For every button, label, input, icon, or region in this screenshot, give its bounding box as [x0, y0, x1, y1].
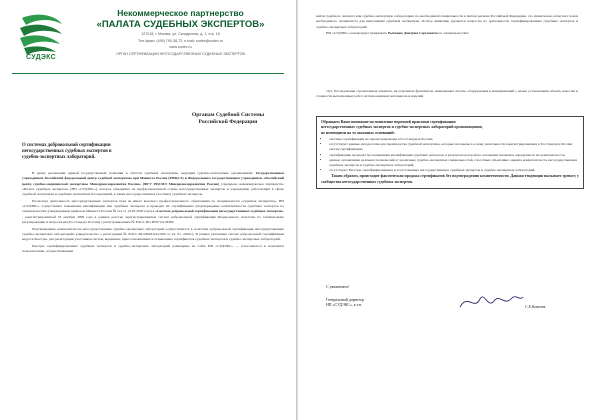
- warning-header-2: негосударственных судебных экспертов и судебно-экспертных лабораторий организациями,: [321, 125, 483, 130]
- warning-header-3: не имеющими на то законных оснований:: [321, 130, 395, 135]
- subject-line3: судебно-экспертных лабораторий.: [22, 154, 96, 160]
- org-website: www.sudex.ru: [169, 45, 192, 49]
- p2-text-end: , зарегистрированной 16 октября 2009 года в едином реестре зарегистрированных систем добровольной сертификации Федерального агентства по техническому регулированию и метрологии (Госстандарт России) с регистрационным № РОСС RU.И597.04.ЭИ00.: [22, 214, 284, 225]
- regards: С уважением!: [326, 285, 350, 289]
- org-name-line1: Некоммерческое партнерство: [117, 8, 244, 18]
- signature-scribble: [456, 289, 526, 315]
- body-paragraph-1: [22, 171, 284, 197]
- signatory-title: [326, 298, 364, 309]
- addressee-line1: Органам Судебной Системы: [191, 112, 265, 118]
- logo-caption: СУДЭКС: [26, 54, 56, 61]
- warning-list-item: • сертификацию проводят без повышения квалификации судебных экспертов, в результате которой на основании экзаменов определяется их компетентность;: [329, 153, 579, 158]
- warning-list-item: • данные организации не имеют полномочий от различных судебно-экспертных специальностей, способных объективно оценить компетентность негосударственных судебных экспертов и судебно-экспертных лабораторий;: [329, 158, 579, 168]
- letterhead-org: [78, 8, 283, 56]
- signatory-title-line2: НП «СУДЭКС», к.т.н.: [326, 303, 363, 308]
- org-contacts: Тел./факс: (495) 790-38-72; e-mail: sudex@sudex.ru: [138, 38, 223, 43]
- org-address: 127018, г. Москва, ул. Складочная, д. 1, стр. 18: [141, 32, 220, 36]
- continuation-paragraph: найти судебного эксперта или судебно-экспертную лабораторию по необходимой специальности в любом регионе Российской Федерации, что значительно облегчает поиск необходимого специалиста для выполнения судебной экспертизы. Особое внимание уделяется вопросам по деятельности сертифицированных судебных экспертов и судебно-экспертных лабораторий.: [316, 14, 578, 29]
- warning-closing: Таким образом, происходит фактическая продажа сертификатов без подтверждения компетентности. Данная тенденция вызывает тревогу у сообщества негосударственных судебных экспертов.: [321, 174, 579, 184]
- org-name-line2: «ПАЛАТА СУДЕБНЫХ ЭКСПЕРТОВ»: [96, 19, 265, 30]
- recommendation-paragraph: [316, 31, 578, 36]
- body-paragraph-2: [22, 199, 284, 225]
- org-certification-note: ОРГАН СЕРТИФИКАЦИИ НЕГОСУДАРСТВЕННЫХ СУДЕБНЫХ ЭКСПЕРТОВ: [116, 51, 245, 56]
- p1-text-bold: Государственным учреждением Российский федеральный центр судебной экспертизы при Минюсте России (РФЦСЭ) и Федеральным государственным учреждением «Российский центр судебно-медицинской экспертизы Минздравсоцразвития России» (ФГУ РЦСМЭ Минздравсоцразвития России): [22, 171, 284, 186]
- warning-list-item: • отсутствуют Реестры сертифицированных и аттестованных негосударственных судебных экспертов и судебно-экспертных лабораторий.: [329, 168, 579, 173]
- addressee-line2: Российской Федерации: [198, 119, 258, 125]
- letter-body-left: [22, 171, 284, 256]
- recommended-expert-name: Рыбкина Дмитрия Сергеевича: [388, 31, 438, 36]
- warning-box: [316, 116, 584, 189]
- letter-page-right: [298, 0, 593, 420]
- signatory-title-line1: Генеральный директор: [326, 298, 364, 302]
- body-paragraph-4: Реестры сертифицированных судебных экспертов и судебно-экспертных лабораторий размещены на сайте НП «СУДЭКС» — www.sudex.ru и позволяют пользователям, осуществляющим: [22, 244, 284, 254]
- letter-body-right-top: [316, 14, 578, 38]
- signatory-name: С.Е.Ковалев: [525, 305, 546, 309]
- p2-text: Поскольку деятельность негосударственных экспертов пока не имеет высокого профессионального образования по специальности «судебная экспертиза», НП «СУДЭКС» осуществляет повышение квалификации лиц судебных экспертов и проводит их сертификацию (подтверждение компетентности судебных экспертов по специальностям утвержденным приказом Минюста России № 114 от 14.05.2003 года) в: [22, 198, 284, 214]
- specialty-block: [316, 89, 578, 101]
- specialty-text: 16.5. Исследование строительных объектов, их отдельных фрагментов, инженерных систем, оборудования и коммуникаций с целью установления объема, качества и стоимости выполненных работ, использованных материалов и изделий: [316, 89, 578, 99]
- p1-text-start: В целях реализации единой государственной политики в области судебной экспертизы, ведущим судебно-экспертным организациям:: [32, 171, 254, 175]
- body-paragraph-3: Подтверждение компетентности негосударственных судебно-экспертных лабораторий осуществляется в «Системе добровольной сертификации негосударственных судебно-экспертных лабораторий» (свидетельство о регистрации № РОСС.RU.И643.04.СЛ00 от 22. 01. 2010г.). В рамках указанных систем добровольной сертификации ведутся Реестры, для регистрации участников систем, выданных, приостановленных и отмененных сертификатов судебных экспертов и судебно-экспертных лабораторий.: [22, 226, 284, 242]
- warning-header-1: Обращаем Ваше внимание на появление порочной практики сертификации: [321, 120, 456, 124]
- addressee: [168, 112, 288, 126]
- p1-text-end: учреждено некоммерческое партнерство «Палата судебных экспертов» (НП «СУДЭКС»), которое объединяет на профессиональной основе негосударственных экспертов и учреждения, работающих в сфере судебной экспертизы и судебных экспертных исследований, в также негосударственных (частных) судебных экспертов.: [22, 181, 284, 197]
- subject-line1: О системах добровольной сертификации: [22, 143, 111, 148]
- recommend-text-start: НП «СУДЭКС» рекомендует привлекать: [326, 31, 388, 36]
- letterhead-rule: [12, 73, 284, 74]
- p2-text-bold: «Системе добровольной сертификации негосударственных судебных экспертов»: [155, 209, 284, 214]
- recommend-text-end: по специальностям:: [438, 31, 469, 36]
- letter-subject: [22, 143, 172, 160]
- warning-list: [321, 137, 579, 173]
- warning-list-item: • отсутствуют единые методология для производства судебной экспертизы, которые положены в основу деятельности зарегистрированных в Госстандарте России систем сертификации;: [329, 142, 579, 152]
- warning-list-item: • системы сертификации не зарегистрированы в Госстандарте России;: [329, 137, 579, 142]
- subject-line2: негосударственных судебных экспертов в: [22, 148, 112, 154]
- letter-page-left: [0, 0, 296, 420]
